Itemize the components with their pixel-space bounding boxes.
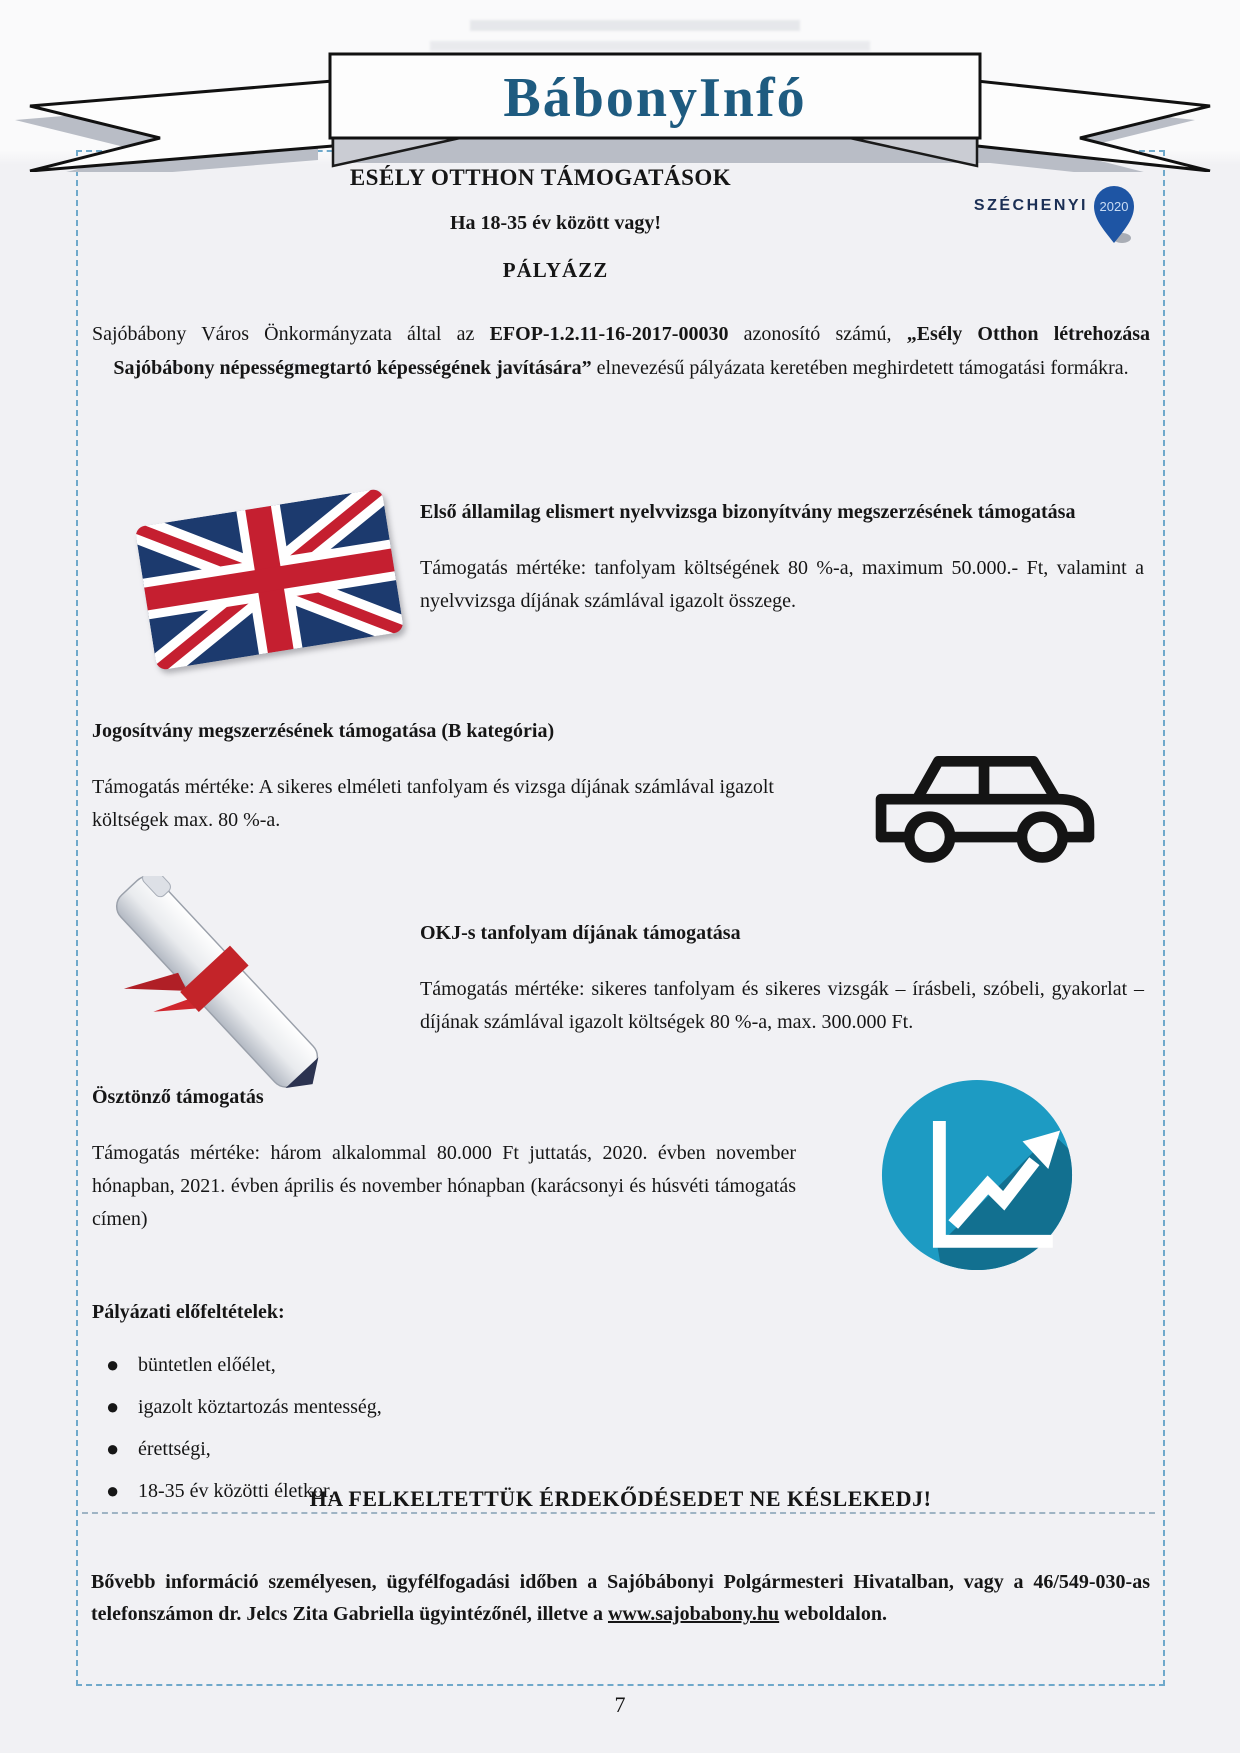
contact-text-1: Bővebb információ személyesen, ügyfélfogadási időben a Sajóbábonyi Polgármesteri Hivatalban, vagy a 46/549-030-as telefonszámon dr. Jelcs Zita Gabriella ügyintézőnél, illetve a — [91, 1571, 1150, 1625]
szechenyi-logo-year: 2020 — [1099, 199, 1129, 214]
section-language-exam — [420, 497, 1144, 618]
list-item-label: érettségi, — [138, 1438, 211, 1460]
section-okj-heading: OKJ-s tanfolyam díjának támogatása — [420, 922, 741, 944]
section-prerequisites — [92, 1297, 912, 1512]
list-item-label: igazolt köztartozás mentesség, — [138, 1396, 382, 1418]
section-okj-body: Támogatás mértéke: sikeres tanfolyam és sikeres vizsgák – írásbeli, szóbeli, gyakorlat – díjának számlával igazolt költségek 80 %-a, max. 300.000 Ft. — [420, 978, 1144, 1033]
page-number: 7 — [614, 1692, 626, 1717]
content-frame — [76, 150, 1165, 1686]
banner-ribbon — [0, 20, 1240, 172]
uk-flag-icon — [114, 482, 424, 672]
banner-title: BábonyInfó — [503, 67, 807, 129]
list-item — [92, 1428, 912, 1470]
intro-project-id: EFOP-1.2.11-16-2017-00030 — [489, 323, 729, 345]
diploma-scroll-icon — [94, 876, 340, 1090]
section-okj — [420, 918, 1144, 1039]
section-incentive-body: Támogatás mértéke: három alkalommal 80.000 Ft juttatás, 2020. évben november hónapban, 2021. évben április és november hónapban (karácsonyi és húsvéti támogatás címen) — [92, 1142, 796, 1230]
section-license-heading: Jogosítvány megszerzésének támogatása (B kategória) — [92, 720, 555, 742]
bullet-icon: ● — [106, 1352, 120, 1377]
contact-text-2: weboldalon. — [779, 1603, 887, 1625]
closing-headline: HA FELKELTETTÜK ÉRDEKŐDÉSEDET NE KÉSLEKEDJ! — [309, 1486, 932, 1511]
page-title: ESÉLY OTTHON TÁMOGATÁSOK — [349, 165, 732, 190]
intro-text-1: Sajóbábony Város Önkormányzata által az — [92, 323, 490, 345]
list-item — [92, 1344, 912, 1386]
car-icon — [866, 737, 1104, 873]
intro-project-name: „Esély Otthon létrehozása Sajóbábony népességmegtartó képességének javítására” — [113, 323, 1150, 379]
section-language-heading: Első államilag elismert nyelvvizsga bizonyítvány megszerzésének támogatása — [420, 501, 1076, 523]
bullet-icon: ● — [106, 1478, 120, 1503]
age-subtitle: Ha 18-35 év között vagy! — [449, 212, 662, 234]
section-incentive — [92, 1082, 796, 1236]
list-item — [92, 1386, 912, 1428]
intro-text-2: azonosító számú, — [728, 323, 907, 345]
section-driving-license — [92, 716, 808, 837]
intro-text-3: elnevezésű pályázata keretében meghirdetett támogatási formákra. — [591, 357, 1129, 379]
contact-paragraph — [91, 1566, 1150, 1630]
section-license-body: Támogatás mértéke: A sikeres elméleti tanfolyam és vizsga díjának számlával igazolt költségek max. 80 %-a. — [92, 776, 774, 831]
bullet-icon: ● — [106, 1394, 120, 1419]
prerequisites-heading: Pályázati előfeltételek: — [92, 1301, 285, 1323]
list-item-label: büntetlen előélet, — [138, 1354, 276, 1376]
website-link[interactable]: www.sajobabony.hu — [607, 1603, 780, 1625]
dashed-separator — [82, 1512, 1155, 1514]
apply-headline: PÁLYÁZZ — [502, 258, 609, 282]
list-item-label: 18-35 év közötti életkor, — [138, 1480, 334, 1502]
intro-paragraph — [92, 317, 1150, 385]
growth-chart-icon — [878, 1076, 1076, 1274]
section-language-body: Támogatás mértéke: tanfolyam költségének 80 %-a, maximum 50.000.- Ft, valamint a nyelvvizsga díjának számlával igazolt összege. — [420, 557, 1144, 612]
szechenyi-logo-text: SZÉCHENYI — [973, 197, 1088, 214]
bullet-icon: ● — [106, 1436, 120, 1461]
section-incentive-heading: Ösztönző támogatás — [92, 1086, 264, 1108]
